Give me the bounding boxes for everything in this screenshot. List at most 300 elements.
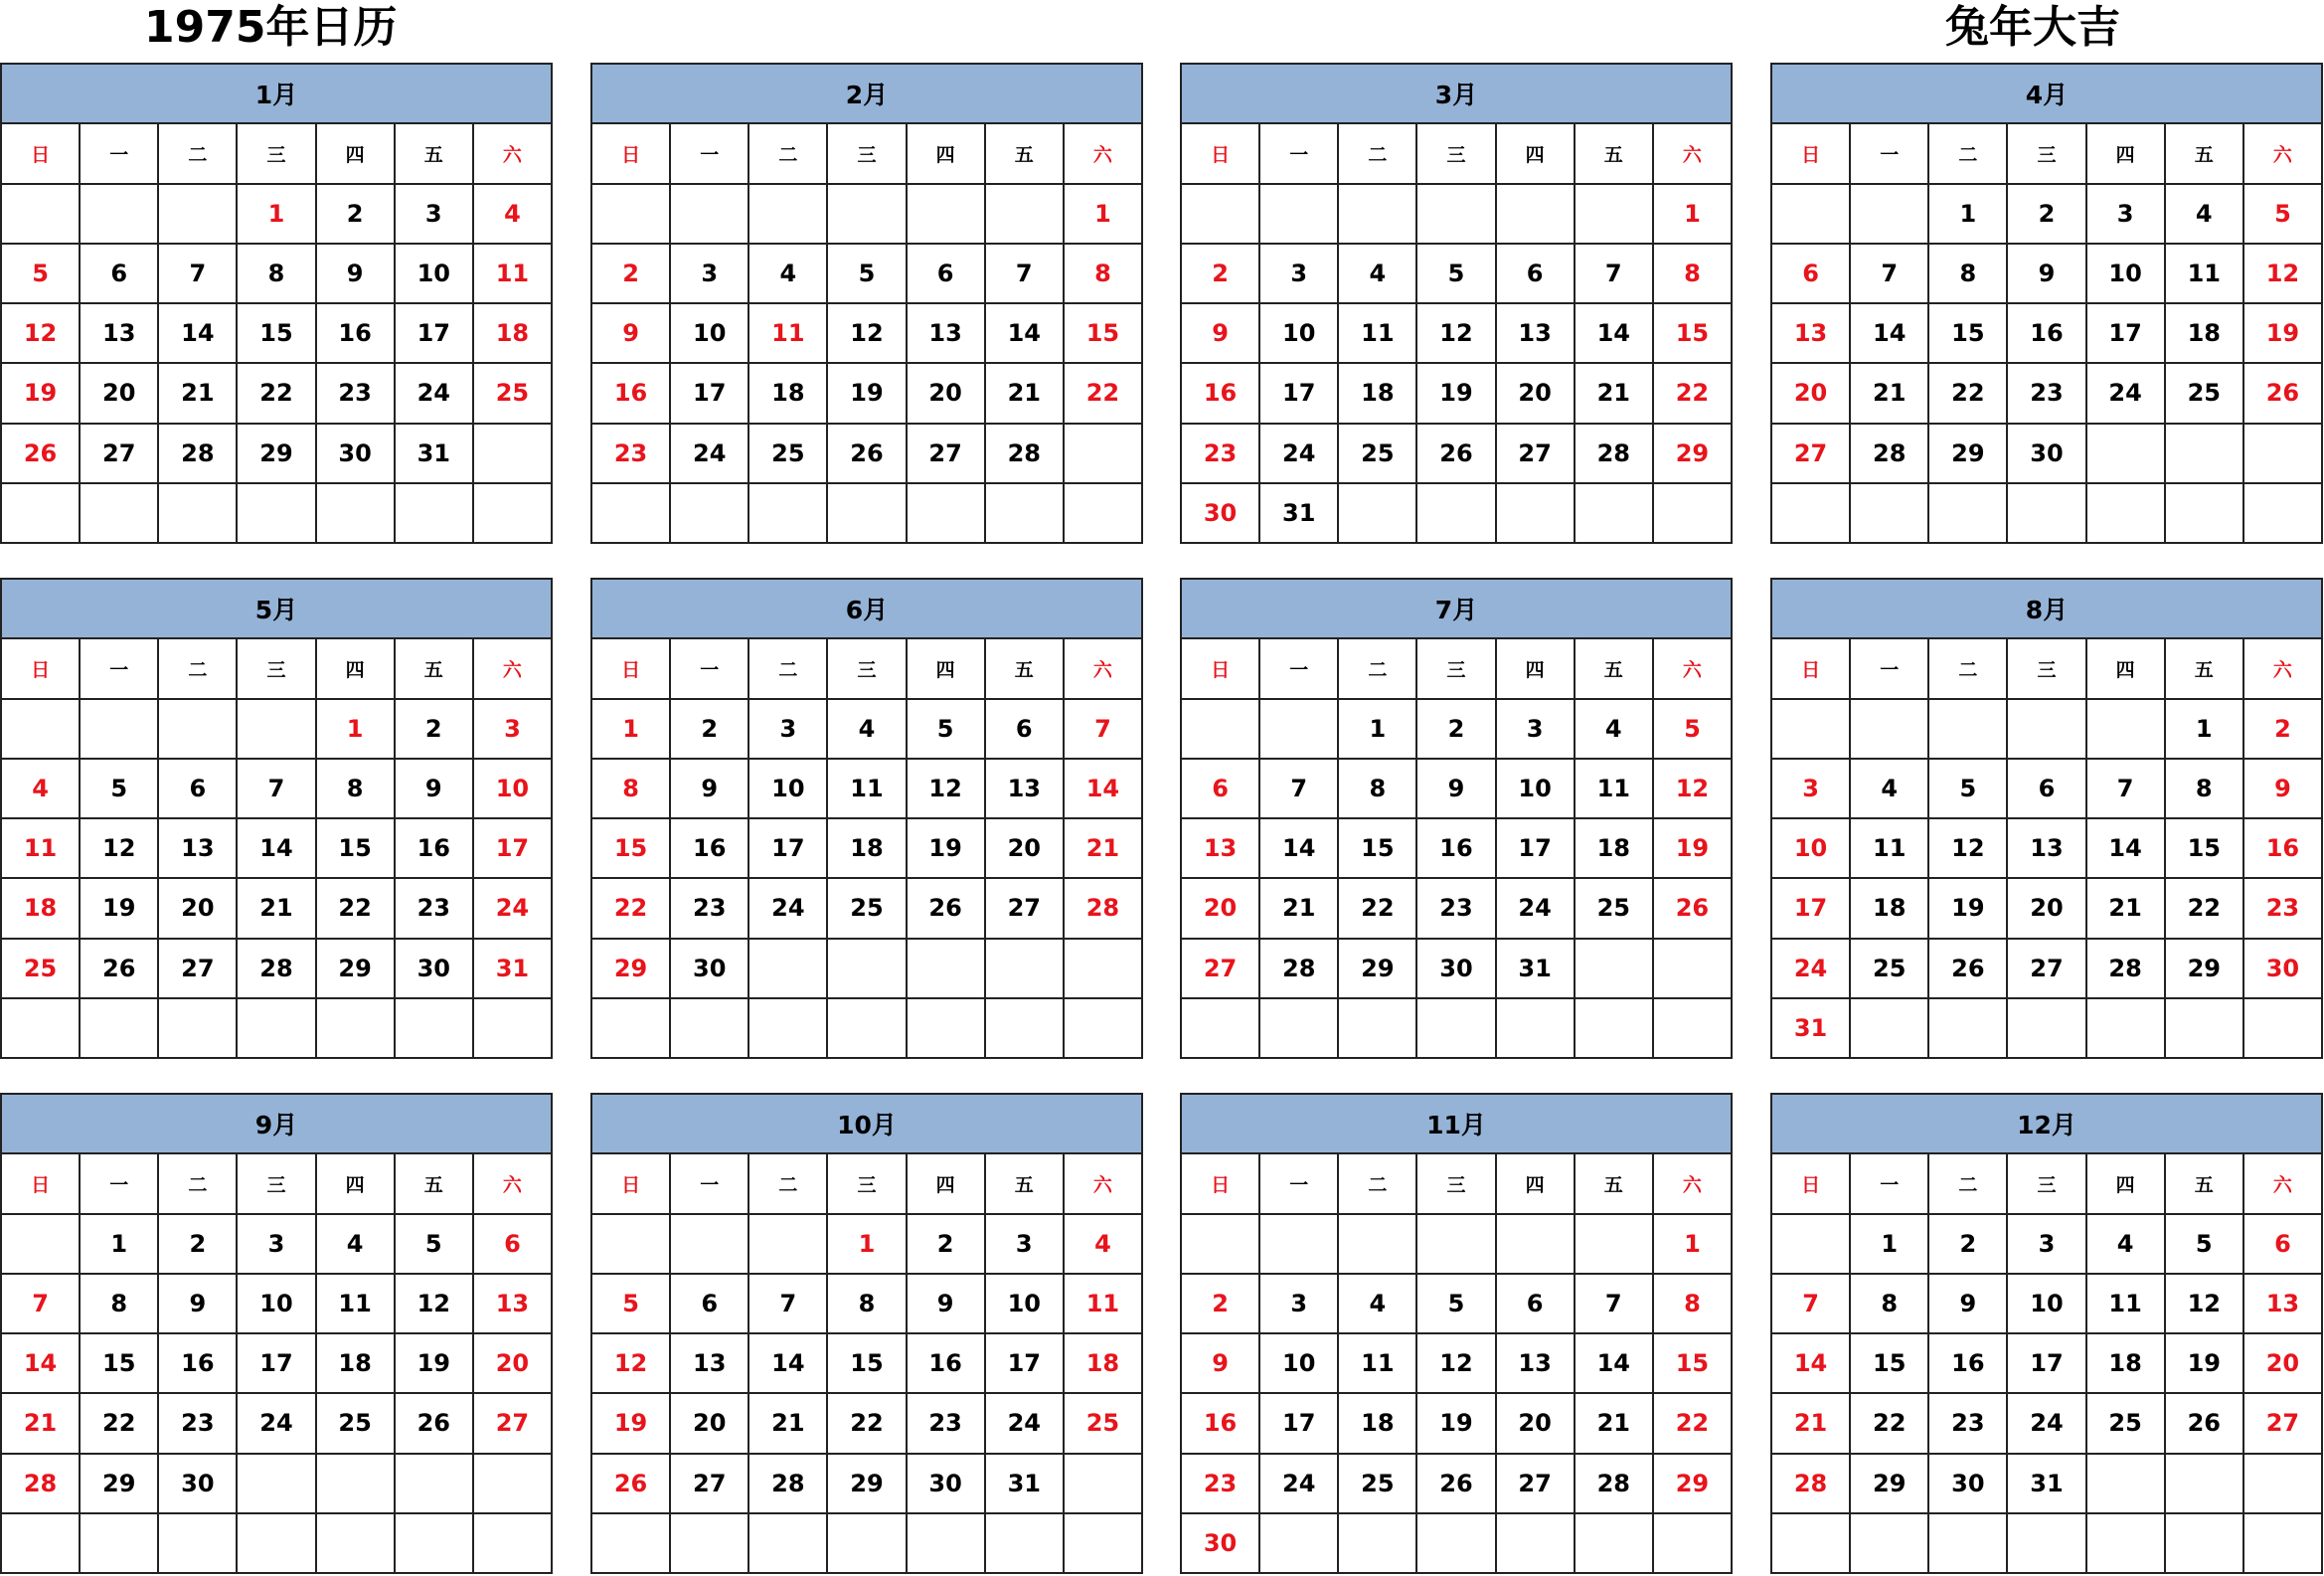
day-cell: 6 [81,245,159,304]
day-cell: 20 [1772,364,1851,424]
day-cell: 14 [1065,760,1143,819]
day-cell: 1 [2166,700,2244,760]
weekday-label: 日 [592,124,671,184]
empty-cell [592,185,671,245]
weekday-label: 二 [1929,639,2008,699]
day-cell: 30 [908,1455,986,1514]
day-cell: 1 [238,185,316,245]
weekday-label: 一 [671,124,749,184]
day-cell: 16 [159,1334,238,1394]
empty-cell [317,999,396,1059]
day-cell: 17 [1260,1394,1339,1454]
day-cell: 11 [1339,304,1417,364]
day-cell: 31 [2008,1455,2086,1514]
month-calendar [0,63,553,544]
day-cell: 19 [828,364,907,424]
day-cell: 27 [1497,1455,1576,1514]
day-cell: 31 [474,940,553,999]
day-cell: 19 [2,364,81,424]
empty-cell [1772,1215,1851,1275]
month-calendar [590,63,1143,544]
weekday-label: 三 [828,1154,907,1214]
weekday-label: 五 [1576,124,1654,184]
day-cell: 18 [317,1334,396,1394]
day-cell: 24 [2008,1394,2086,1454]
empty-cell [1576,940,1654,999]
day-cell: 24 [986,1394,1065,1454]
weekday-label: 三 [238,639,316,699]
day-cell: 14 [159,304,238,364]
day-cell: 22 [81,1394,159,1454]
day-cell: 15 [1851,1334,1929,1394]
day-cell: 3 [2008,1215,2086,1275]
day-cell: 12 [1417,1334,1496,1394]
weekday-label: 五 [1576,639,1654,699]
day-cell: 27 [908,425,986,484]
day-cell: 19 [1417,364,1496,424]
day-cell: 16 [1417,819,1496,879]
page-title: 1975年日历 [144,2,398,53]
day-cell: 29 [317,940,396,999]
weekday-label: 一 [1260,1154,1339,1214]
day-cell: 29 [1851,1455,1929,1514]
day-cell: 29 [1339,940,1417,999]
day-cell: 26 [592,1455,671,1514]
empty-cell [592,1215,671,1275]
empty-cell [317,1514,396,1574]
empty-cell [671,484,749,544]
empty-cell [1772,700,1851,760]
day-cell: 5 [2166,1215,2244,1275]
day-cell: 8 [1851,1275,1929,1334]
day-cell: 27 [2244,1394,2323,1454]
weekday-label: 五 [986,124,1065,184]
day-cell: 28 [1576,1455,1654,1514]
weekday-label: 二 [1929,1154,2008,1214]
day-cell: 14 [2,1334,81,1394]
day-cell: 13 [1772,304,1851,364]
weekday-label: 四 [908,639,986,699]
weekday-label: 日 [592,1154,671,1214]
empty-cell [396,1455,474,1514]
empty-cell [749,940,828,999]
empty-cell [828,1514,907,1574]
day-cell: 24 [474,879,553,939]
day-cell: 7 [238,760,316,819]
empty-cell [1576,185,1654,245]
empty-cell [317,1455,396,1514]
day-cell: 5 [592,1275,671,1334]
day-cell: 22 [317,879,396,939]
day-cell: 12 [1417,304,1496,364]
day-cell: 6 [671,1275,749,1334]
day-cell: 11 [1065,1275,1143,1334]
day-cell: 23 [1417,879,1496,939]
day-cell: 6 [1497,245,1576,304]
day-cell: 23 [671,879,749,939]
day-cell: 26 [1417,1455,1496,1514]
day-cell: 4 [1339,245,1417,304]
empty-cell [1497,484,1576,544]
weekday-label: 三 [1417,124,1496,184]
day-cell: 28 [2,1455,81,1514]
day-cell: 30 [1182,1514,1260,1574]
day-cell: 4 [828,700,907,760]
empty-cell [1654,484,1733,544]
day-cell: 15 [1065,304,1143,364]
weekday-label: 四 [1497,1154,1576,1214]
day-cell: 13 [1497,304,1576,364]
weekday-label: 二 [159,1154,238,1214]
day-cell: 16 [1182,364,1260,424]
day-cell: 15 [1929,304,2008,364]
weekday-label: 四 [2087,1154,2166,1214]
day-cell: 15 [828,1334,907,1394]
day-cell: 31 [1260,484,1339,544]
day-cell: 23 [2008,364,2086,424]
day-cell: 16 [2244,819,2323,879]
day-cell: 29 [828,1455,907,1514]
weekday-label: 六 [2244,1154,2323,1214]
empty-cell [749,999,828,1059]
day-cell: 16 [592,364,671,424]
weekday-label: 日 [1772,639,1851,699]
day-cell: 14 [986,304,1065,364]
empty-cell [474,425,553,484]
empty-cell [1929,484,2008,544]
empty-cell [238,1514,316,1574]
day-cell: 29 [238,425,316,484]
empty-cell [908,940,986,999]
empty-cell [2244,425,2323,484]
empty-cell [1929,1514,2008,1574]
empty-cell [396,999,474,1059]
day-cell: 4 [2166,185,2244,245]
day-cell: 22 [1339,879,1417,939]
empty-cell [2244,1455,2323,1514]
empty-cell [2,999,81,1059]
day-cell: 8 [238,245,316,304]
weekday-label: 二 [1339,639,1417,699]
day-cell: 2 [592,245,671,304]
day-cell: 21 [238,879,316,939]
empty-cell [2087,484,2166,544]
day-cell: 25 [1851,940,1929,999]
day-cell: 22 [1065,364,1143,424]
day-cell: 14 [2087,819,2166,879]
weekday-label: 六 [474,1154,553,1214]
empty-cell [1497,1514,1576,1574]
weekday-label: 一 [1851,639,1929,699]
day-cell: 10 [2087,245,2166,304]
day-cell: 2 [317,185,396,245]
day-cell: 30 [671,940,749,999]
day-cell: 22 [828,1394,907,1454]
month-calendar [0,578,553,1059]
day-cell: 3 [1497,700,1576,760]
month-calendar [1180,63,1733,544]
day-cell: 15 [2166,819,2244,879]
day-cell: 17 [671,364,749,424]
month-header: 12月 [1772,1095,2323,1154]
day-cell: 7 [1851,245,1929,304]
empty-cell [474,999,553,1059]
empty-cell [2166,484,2244,544]
day-cell: 24 [1260,425,1339,484]
empty-cell [1339,1215,1417,1275]
day-cell: 5 [396,1215,474,1275]
day-cell: 18 [1065,1334,1143,1394]
day-cell: 9 [1929,1275,2008,1334]
empty-cell [2166,1455,2244,1514]
day-cell: 27 [1772,425,1851,484]
day-cell: 26 [1654,879,1733,939]
day-cell: 21 [159,364,238,424]
empty-cell [2,1215,81,1275]
day-cell: 9 [2244,760,2323,819]
empty-cell [2244,1514,2323,1574]
empty-cell [159,484,238,544]
day-cell: 23 [159,1394,238,1454]
day-cell: 27 [474,1394,553,1454]
weekday-label: 四 [908,124,986,184]
weekday-label: 三 [828,639,907,699]
month-header: 8月 [1772,580,2323,639]
empty-cell [1182,1215,1260,1275]
day-cell: 12 [2244,245,2323,304]
day-cell: 9 [317,245,396,304]
weekday-label: 日 [1182,639,1260,699]
empty-cell [1654,1514,1733,1574]
empty-cell [81,999,159,1059]
day-cell: 5 [1929,760,2008,819]
day-cell: 22 [1654,364,1733,424]
day-cell: 20 [671,1394,749,1454]
day-cell: 4 [1851,760,1929,819]
empty-cell [1417,1514,1496,1574]
empty-cell [238,999,316,1059]
day-cell: 7 [1772,1275,1851,1334]
empty-cell [1339,1514,1417,1574]
empty-cell [1260,700,1339,760]
empty-cell [2087,1455,2166,1514]
day-cell: 28 [159,425,238,484]
weekday-label: 一 [1851,1154,1929,1214]
day-cell: 21 [1772,1394,1851,1454]
day-cell: 25 [2,940,81,999]
day-cell: 24 [396,364,474,424]
day-cell: 2 [2008,185,2086,245]
day-cell: 25 [317,1394,396,1454]
day-cell: 28 [986,425,1065,484]
empty-cell [2,484,81,544]
day-cell: 21 [1065,819,1143,879]
day-cell: 12 [81,819,159,879]
empty-cell [1654,940,1733,999]
weekday-label: 日 [1182,124,1260,184]
empty-cell [1065,425,1143,484]
day-cell: 27 [159,940,238,999]
weekday-label: 二 [1929,124,2008,184]
month-header: 5月 [2,580,553,639]
day-cell: 8 [2166,760,2244,819]
day-cell: 1 [317,700,396,760]
day-cell: 30 [1182,484,1260,544]
day-cell: 8 [1339,760,1417,819]
empty-cell [2166,1514,2244,1574]
day-cell: 6 [908,245,986,304]
weekday-label: 五 [396,639,474,699]
weekday-label: 五 [986,639,1065,699]
month-header: 10月 [592,1095,1143,1154]
day-cell: 16 [2008,304,2086,364]
day-cell: 17 [2087,304,2166,364]
day-cell: 23 [908,1394,986,1454]
weekday-label: 五 [1576,1154,1654,1214]
day-cell: 19 [396,1334,474,1394]
empty-cell [671,185,749,245]
day-cell: 3 [1260,1275,1339,1334]
day-cell: 3 [238,1215,316,1275]
empty-cell [592,1514,671,1574]
weekday-label: 四 [317,639,396,699]
day-cell: 3 [749,700,828,760]
empty-cell [1339,484,1417,544]
day-cell: 8 [592,760,671,819]
day-cell: 6 [986,700,1065,760]
empty-cell [81,484,159,544]
day-cell: 20 [908,364,986,424]
weekday-label: 一 [1260,639,1339,699]
day-cell: 3 [1772,760,1851,819]
empty-cell [2087,999,2166,1059]
day-cell: 13 [986,760,1065,819]
day-cell: 2 [1182,245,1260,304]
empty-cell [828,185,907,245]
weekday-label: 三 [828,124,907,184]
day-cell: 26 [908,879,986,939]
empty-cell [2087,700,2166,760]
day-cell: 27 [1497,425,1576,484]
day-cell: 4 [2,760,81,819]
day-cell: 5 [1654,700,1733,760]
day-cell: 9 [159,1275,238,1334]
day-cell: 13 [908,304,986,364]
empty-cell [396,484,474,544]
day-cell: 3 [474,700,553,760]
day-cell: 11 [1851,819,1929,879]
weekday-label: 二 [749,1154,828,1214]
empty-cell [1260,1215,1339,1275]
day-cell: 24 [1497,879,1576,939]
day-cell: 1 [1065,185,1143,245]
day-cell: 9 [671,760,749,819]
day-cell: 14 [749,1334,828,1394]
day-cell: 3 [671,245,749,304]
empty-cell [986,999,1065,1059]
day-cell: 28 [749,1455,828,1514]
weekday-label: 三 [2008,639,2086,699]
day-cell: 7 [1576,245,1654,304]
weekday-label: 三 [1417,1154,1496,1214]
day-cell: 19 [1417,1394,1496,1454]
day-cell: 11 [1576,760,1654,819]
day-cell: 14 [1772,1334,1851,1394]
weekday-label: 六 [2244,124,2323,184]
month-calendar [1770,578,2323,1059]
empty-cell [2087,1514,2166,1574]
empty-cell [1929,999,2008,1059]
day-cell: 6 [2244,1215,2323,1275]
day-cell: 28 [1260,940,1339,999]
day-cell: 21 [2087,879,2166,939]
weekday-label: 三 [2008,124,2086,184]
day-cell: 10 [474,760,553,819]
day-cell: 26 [2244,364,2323,424]
day-cell: 10 [2008,1275,2086,1334]
empty-cell [828,484,907,544]
day-cell: 24 [671,425,749,484]
day-cell: 18 [1851,879,1929,939]
day-cell: 22 [1929,364,2008,424]
day-cell: 28 [238,940,316,999]
day-cell: 18 [1576,819,1654,879]
day-cell: 27 [986,879,1065,939]
day-cell: 19 [1929,879,2008,939]
day-cell: 8 [1654,245,1733,304]
day-cell: 10 [986,1275,1065,1334]
day-cell: 16 [671,819,749,879]
weekday-label: 一 [81,639,159,699]
day-cell: 19 [2244,304,2323,364]
day-cell: 9 [1417,760,1496,819]
weekday-label: 三 [1417,639,1496,699]
day-cell: 25 [828,879,907,939]
day-cell: 1 [1851,1215,1929,1275]
day-cell: 21 [986,364,1065,424]
empty-cell [1260,185,1339,245]
day-cell: 15 [1339,819,1417,879]
day-cell: 4 [2087,1215,2166,1275]
page-slogan: 兔年大吉 [1945,2,2120,53]
day-cell: 19 [1654,819,1733,879]
day-cell: 15 [317,819,396,879]
day-cell: 4 [1576,700,1654,760]
month-calendar [1770,1093,2323,1574]
day-cell: 6 [1182,760,1260,819]
weekday-label: 二 [1339,124,1417,184]
day-cell: 13 [159,819,238,879]
day-cell: 20 [2008,879,2086,939]
day-cell: 5 [2,245,81,304]
day-cell: 2 [1929,1215,2008,1275]
day-cell: 30 [1929,1455,2008,1514]
day-cell: 31 [1497,940,1576,999]
day-cell: 8 [1654,1275,1733,1334]
day-cell: 25 [749,425,828,484]
empty-cell [908,484,986,544]
day-cell: 19 [908,819,986,879]
day-cell: 9 [2008,245,2086,304]
day-cell: 17 [1260,364,1339,424]
empty-cell [2166,999,2244,1059]
day-cell: 13 [671,1334,749,1394]
empty-cell [1065,1514,1143,1574]
month-calendar [590,578,1143,1059]
empty-cell [81,1514,159,1574]
day-cell: 15 [1654,1334,1733,1394]
day-cell: 30 [2244,940,2323,999]
